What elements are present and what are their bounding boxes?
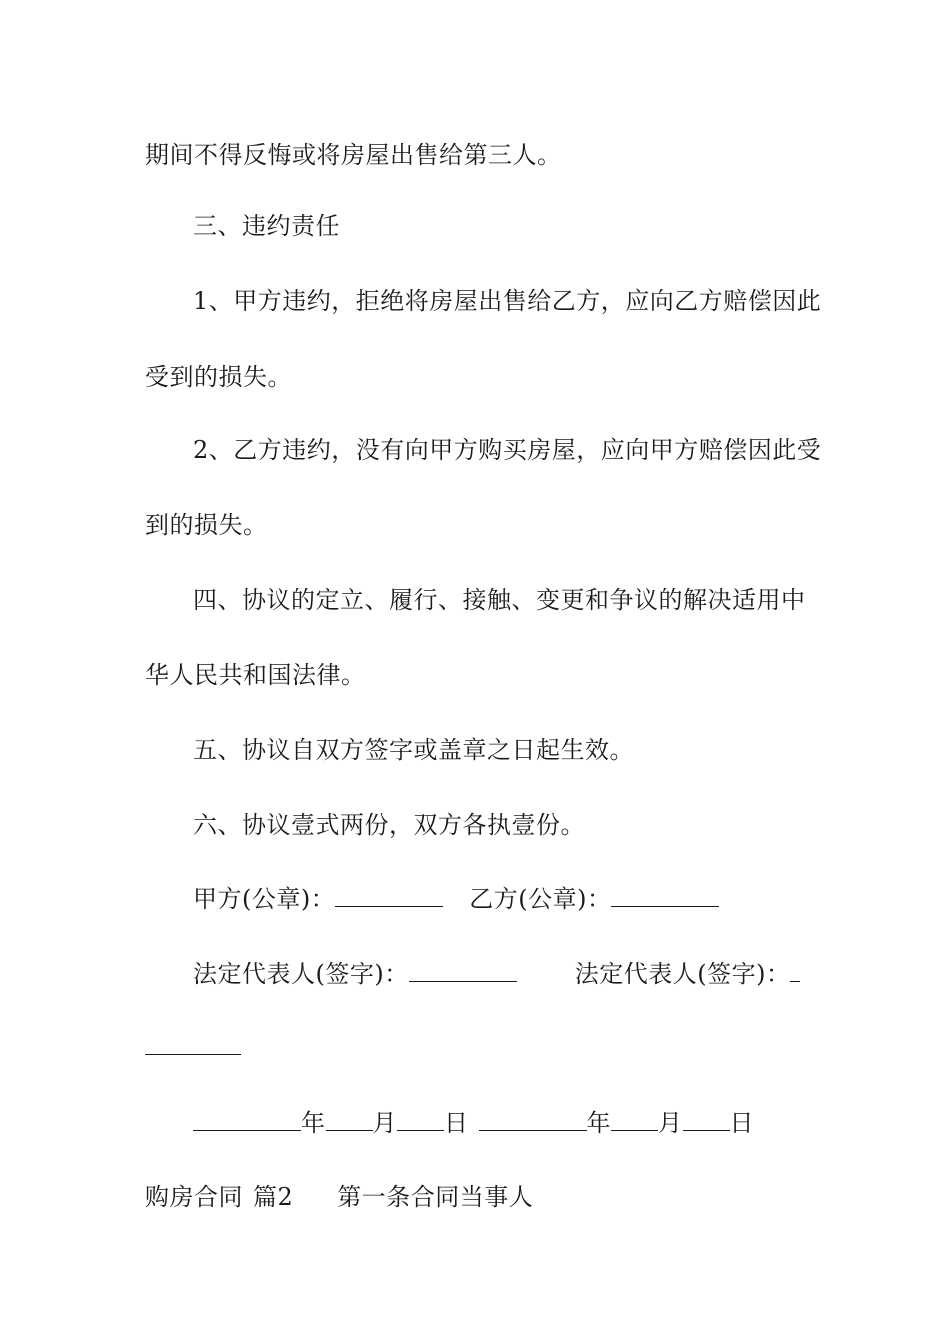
day-label: 日 <box>444 1109 469 1137</box>
day-blank-a[interactable] <box>397 1108 444 1131</box>
paragraph-text: 1、甲方违约，拒绝将房屋出售给乙方，应向乙方赔偿因此 <box>193 287 822 315</box>
party-b-seal-blank[interactable] <box>611 884 719 907</box>
month-label: 月 <box>372 1109 397 1137</box>
section-heading: 四、协议的定立、履行、接触、变更和争议的解决适用中 <box>193 586 806 614</box>
section-number: 篇2 <box>253 1183 294 1211</box>
seal-line <box>193 884 719 914</box>
rep-a-label: 法定代表人(签字)： <box>193 960 409 988</box>
paragraph-text: 到的损失。 <box>145 511 268 539</box>
month-blank-a[interactable] <box>326 1108 373 1131</box>
year-blank-b[interactable] <box>479 1108 587 1131</box>
party-a-seal-label: 甲方(公章)： <box>193 885 336 913</box>
year-blank-a[interactable] <box>193 1108 301 1131</box>
month-label: 月 <box>658 1109 683 1137</box>
party-b-seal-label: 乙方(公章)： <box>469 885 612 913</box>
rep-b-label: 法定代表人(签字)： <box>574 960 791 988</box>
year-label: 年 <box>301 1109 326 1137</box>
party-a-seal-blank[interactable] <box>335 884 443 907</box>
rep-b-blank-start[interactable] <box>790 959 800 982</box>
paragraph-text: 受到的损失。 <box>145 363 292 391</box>
rep-a-blank[interactable] <box>409 959 517 982</box>
section-heading: 五、协议自双方签字或盖章之日起生效。 <box>193 736 634 764</box>
rep-b-blank-end[interactable] <box>145 1032 241 1055</box>
section-heading: 三、违约责任 <box>193 212 340 240</box>
contract-title: 购房合同 <box>145 1183 243 1211</box>
day-blank-b[interactable] <box>683 1108 730 1131</box>
next-section-line <box>145 1182 533 1212</box>
clause-heading: 第一条合同当事人 <box>337 1183 534 1211</box>
year-label: 年 <box>586 1109 611 1137</box>
paragraph-text: 华人民共和国法律。 <box>145 661 366 689</box>
month-blank-b[interactable] <box>611 1108 658 1131</box>
paragraph-text: 期间不得反悔或将房屋出售给第三人。 <box>145 141 562 169</box>
day-label: 日 <box>729 1109 754 1137</box>
rep-b-blank-continued <box>145 1032 241 1062</box>
representative-line <box>193 959 800 989</box>
section-heading: 六、协议壹式两份，双方各执壹份。 <box>193 811 585 839</box>
date-line <box>193 1108 754 1138</box>
paragraph-text: 2、乙方违约，没有向甲方购买房屋，应向甲方赔偿因此受 <box>193 436 822 464</box>
